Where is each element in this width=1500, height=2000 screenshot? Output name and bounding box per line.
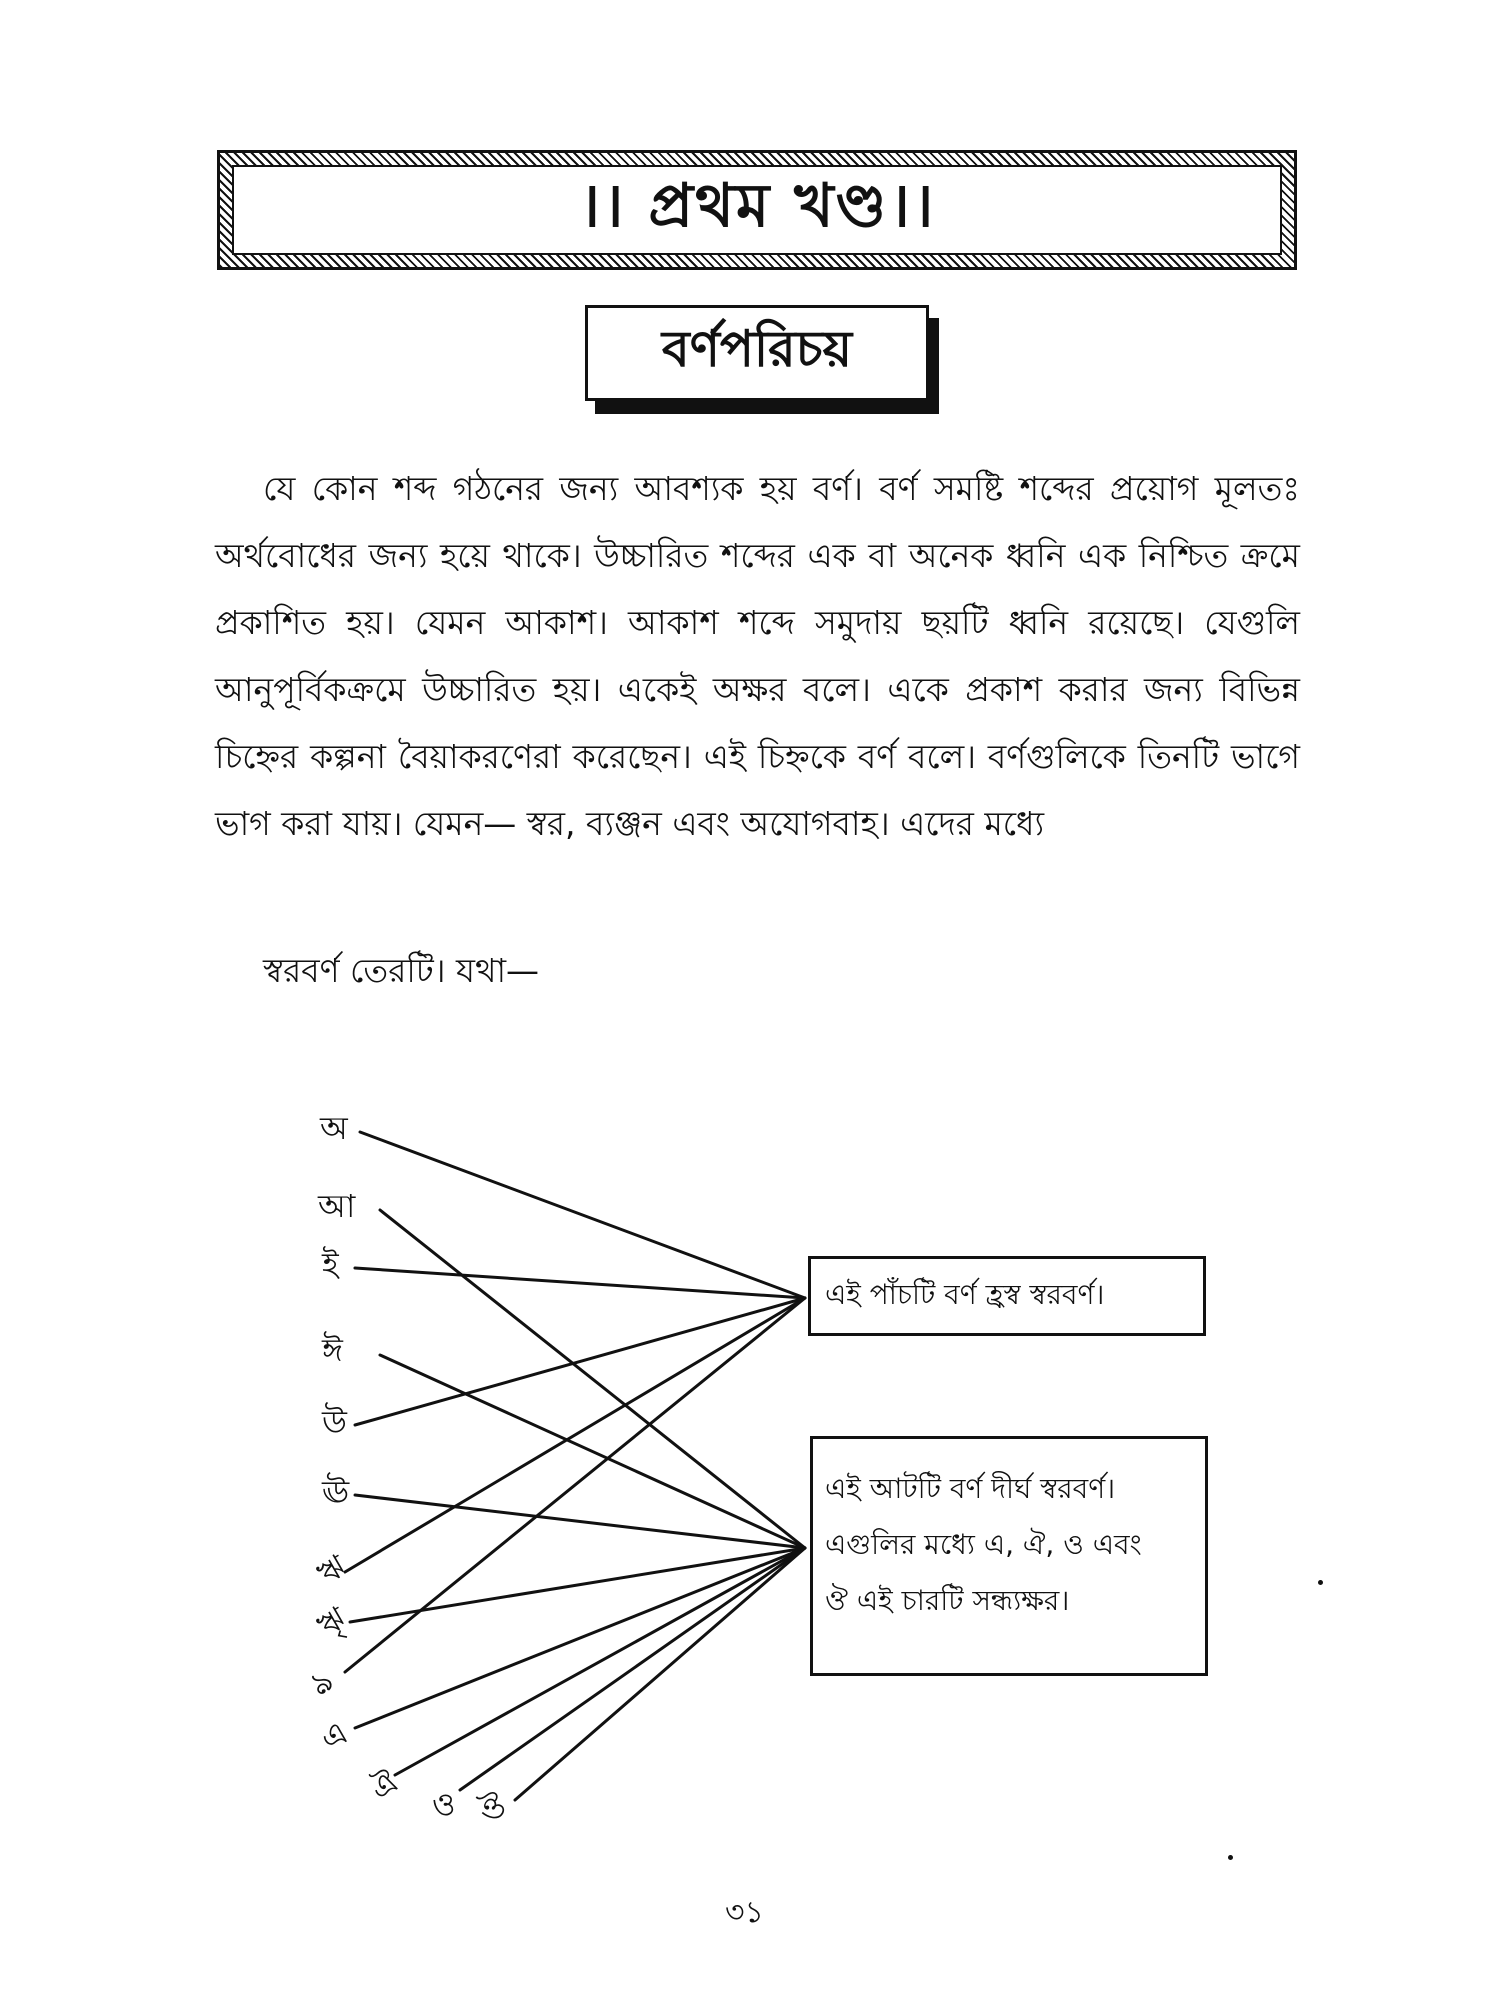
- intro-paragraph: যে কোন শব্দ গঠনের জন্য আবশ্যক হয় বর্ণ। বর্ণ সমষ্টি শব্দের প্রয়োগ মূলতঃ অর্থবোধের জন্য হয়ে থাকে। উচ্চারিত শব্দের এক বা অনেক ধ্বনি এক নিশ্চিত ক্রমে প্রকাশিত হয়। যেমন আকাশ। আকাশ শব্দে সমুদায় ছয়টি ধ্বনি রয়েছে। যেগুলি আনুপূর্বিকক্রমে উচ্চারিত হয়। একেই অক্ষর বলে। একে প্রকাশ করার জন্য বিভিন্ন চিহ্নের কল্পনা বৈয়াকরণেরা করেছেন। এই চিহ্নকে বর্ণ বলে। বর্ণগুলিকে তিনটি ভাগে ভাগ করা যায়। যেমন— স্বর, ব্যঞ্জন এবং অযোগবাহ। এদের মধ্যে: [215, 469, 1300, 843]
- vowel-label: ঔ: [470, 1785, 516, 1831]
- connector-line: [345, 1298, 805, 1572]
- vowel-label: ঊ: [322, 1473, 350, 1511]
- connector-line: [515, 1548, 805, 1800]
- connector-line: [355, 1548, 805, 1728]
- connector-line: [380, 1355, 805, 1548]
- connector-line: [355, 1298, 805, 1425]
- long-vowels-line-1: এই আটটি বর্ণ দীর্ঘ স্বরবর্ণ।: [825, 1472, 1116, 1505]
- long-vowels-box: [810, 1436, 1208, 1676]
- vowel-label: ও: [432, 1785, 456, 1823]
- connector-line: [460, 1548, 805, 1790]
- vowel-intro-line: স্বরবর্ণ তেরটি। যথা—: [263, 951, 540, 990]
- vowel-label: ঌ: [303, 1660, 340, 1704]
- vowel-label: এ: [314, 1713, 355, 1759]
- vowel-label: ৠ: [310, 1598, 353, 1646]
- connector-line: [345, 1298, 805, 1672]
- vowel-label: ঈ: [322, 1331, 343, 1369]
- chapter-title: ।। প্রথম খণ্ড।।: [578, 171, 936, 241]
- short-vowels-text: এই পাঁচটি বর্ণ হ্রস্ব স্বরবর্ণ।: [825, 1277, 1105, 1311]
- vowel-label: উ: [322, 1403, 347, 1441]
- vowel-label: ঐ: [362, 1763, 408, 1809]
- long-vowels-line-3: ঔ এই চারটি সন্ধ্যক্ষর।: [825, 1584, 1070, 1617]
- connector-line: [380, 1210, 805, 1548]
- vowel-label: আ: [318, 1187, 356, 1225]
- page-number: ৩১: [725, 1895, 764, 1930]
- connector-line: [355, 1495, 805, 1548]
- vowel-label: ই: [322, 1245, 339, 1283]
- short-vowels-box: [808, 1256, 1206, 1336]
- print-speck: [1318, 1580, 1323, 1585]
- print-speck: [1228, 1855, 1233, 1860]
- vowel-label: ঋ: [310, 1546, 353, 1594]
- vowel-label: অ: [320, 1109, 348, 1147]
- section-title: বর্ণপরিচয়: [661, 319, 853, 378]
- long-vowels-line-2: এগুলির মধ্যে এ, ঐ, ও এবং: [825, 1528, 1142, 1561]
